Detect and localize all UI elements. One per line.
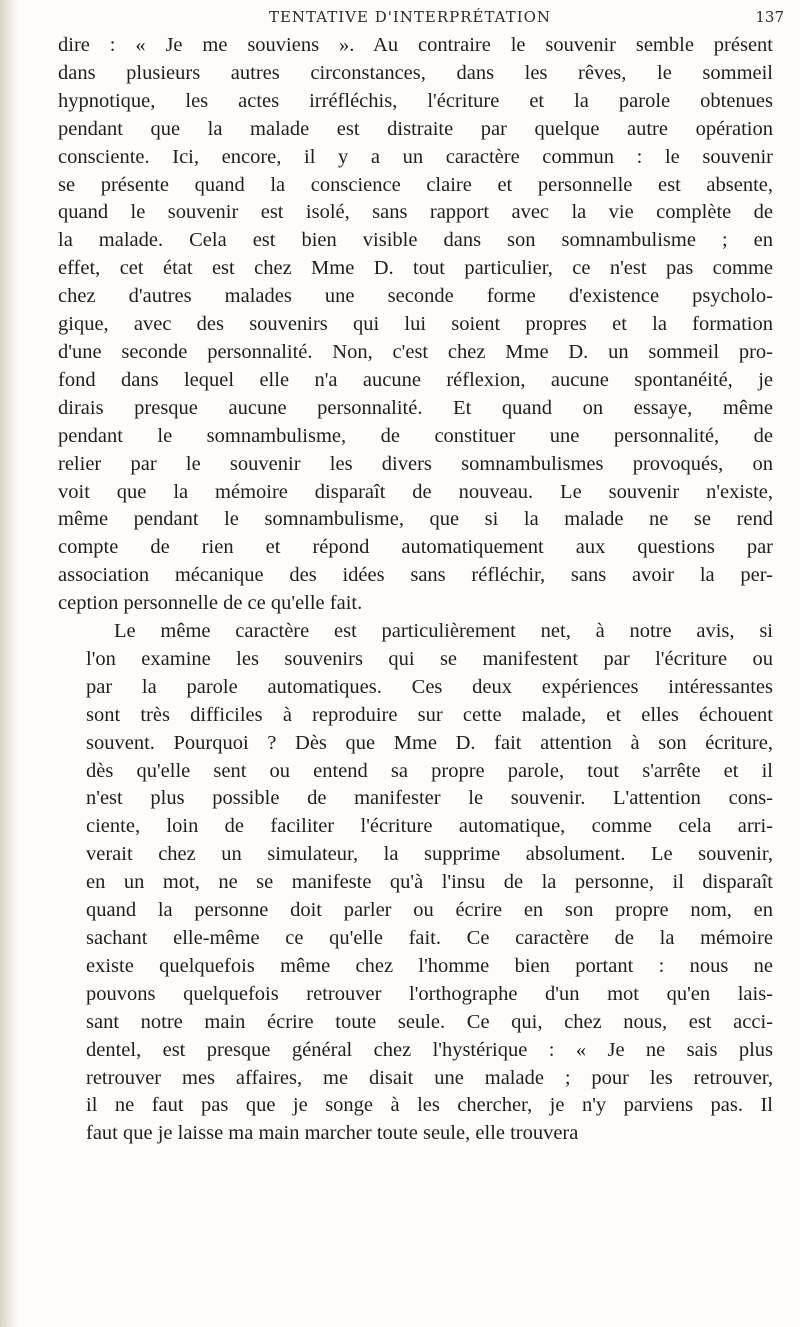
text-line: dès qu'elle sent ou entend sa propre parole, tout s'arrête et il <box>86 759 773 782</box>
text-line: relier par le souvenir les divers somnambulismes provoqués, on <box>58 452 773 475</box>
text-line: même pendant le somnambulisme, que si la malade ne se rend <box>58 508 773 531</box>
page-gutter-shadow <box>0 0 18 1327</box>
text-line: quand la personne doit parler ou écrire en son propre nom, en <box>86 899 773 922</box>
text-line: quand le souvenir est isolé, sans rapport avec la vie complète de <box>58 201 773 224</box>
text-line: n'est plus possible de manifester le souvenir. L'attention cons- <box>86 787 773 810</box>
text-line: il ne faut pas que je songe à les chercher, je n'y parviens pas. Il <box>86 1094 773 1117</box>
body-text <box>58 32 773 1148</box>
text-line: voit que la mémoire disparaît de nouveau. Le souvenir n'existe, <box>58 480 773 503</box>
text-line: pendant le somnambulisme, de constituer une personnalité, de <box>58 424 773 447</box>
paragraph <box>58 618 773 1148</box>
text-line: dentel, est presque général chez l'hystérique : « Je ne sais plus <box>86 1038 773 1061</box>
text-line: fond dans lequel elle n'a aucune réflexion, aucune spontanéité, je <box>58 368 773 391</box>
text-line: d'une seconde personnalité. Non, c'est chez Mme D. un sommeil pro- <box>58 340 773 363</box>
text-line: sont très difficiles à reproduire sur cette malade, et elles échouent <box>86 703 773 726</box>
text-line: se présente quand la conscience claire et personnelle est absente, <box>58 173 773 196</box>
text-line: souvent. Pourquoi ? Dès que Mme D. fait attention à son écriture, <box>86 731 773 754</box>
text-line: verait chez un simulateur, la supprime absolument. Le souvenir, <box>86 843 773 866</box>
text-line: dire : « Je me souviens ». Au contraire le souvenir semble présent <box>58 34 773 56</box>
text-line: sant notre main écrire toute seule. Ce qui, chez nous, est acci- <box>86 1010 773 1033</box>
text-line: faut que je laisse ma main marcher toute seule, elle trouvera <box>86 1122 579 1145</box>
text-line: compte de rien et répond automatiquement aux questions par <box>58 536 773 559</box>
text-line: en un mot, ne se manifeste qu'à l'insu de la personne, il disparaît <box>86 871 773 894</box>
text-line: association mécanique des idées sans réfléchir, sans avoir la per- <box>58 564 773 587</box>
text-line: chez d'autres malades une seconde forme d'existence psycholo- <box>58 285 773 308</box>
text-line: retrouver mes affaires, me disait une malade ; pour les retrouver, <box>86 1066 773 1089</box>
text-line: pouvons quelquefois retrouver l'orthographe d'un mot qu'en lais- <box>86 982 773 1005</box>
text-line: par la parole automatiques. Ces deux expériences intéressantes <box>86 675 773 698</box>
text-line: Le même caractère est particulièrement net, à notre avis, si <box>114 620 773 643</box>
text-line: existe quelquefois même chez l'homme bien portant : nous ne <box>86 954 773 977</box>
text-line: ception personnelle de ce qu'elle fait. <box>58 592 363 615</box>
text-line: la malade. Cela est bien visible dans son somnambulisme ; en <box>58 229 773 252</box>
text-line: hypnotique, les actes irréfléchis, l'écriture et la parole obtenues <box>58 89 773 112</box>
text-line: effet, cet état est chez Mme D. tout particulier, ce n'est pas comme <box>58 257 773 280</box>
page-number: 137 <box>755 8 784 26</box>
text-line: l'on examine les souvenirs qui se manifestent par l'écriture ou <box>86 647 773 670</box>
paragraph <box>58 32 773 618</box>
text-line: consciente. Ici, encore, il y a un caractère commun : le souvenir <box>58 145 773 168</box>
text-line: ciente, loin de faciliter l'écriture automatique, comme cela arri- <box>86 815 773 838</box>
text-line: dans plusieurs autres circonstances, dans les rêves, le sommeil <box>58 61 773 84</box>
text-line: pendant que la malade est distraite par quelque autre opération <box>58 117 773 140</box>
text-line: dirais presque aucune personnalité. Et quand on essaye, même <box>58 396 773 419</box>
running-head-title: TENTATIVE D'INTERPRÉTATION <box>268 8 552 26</box>
text-line: sachant elle-même ce qu'elle fait. Ce caractère de la mémoire <box>86 927 773 949</box>
text-line: gique, avec des souvenirs qui lui soient propres et la formation <box>58 313 773 336</box>
running-head <box>60 8 790 32</box>
